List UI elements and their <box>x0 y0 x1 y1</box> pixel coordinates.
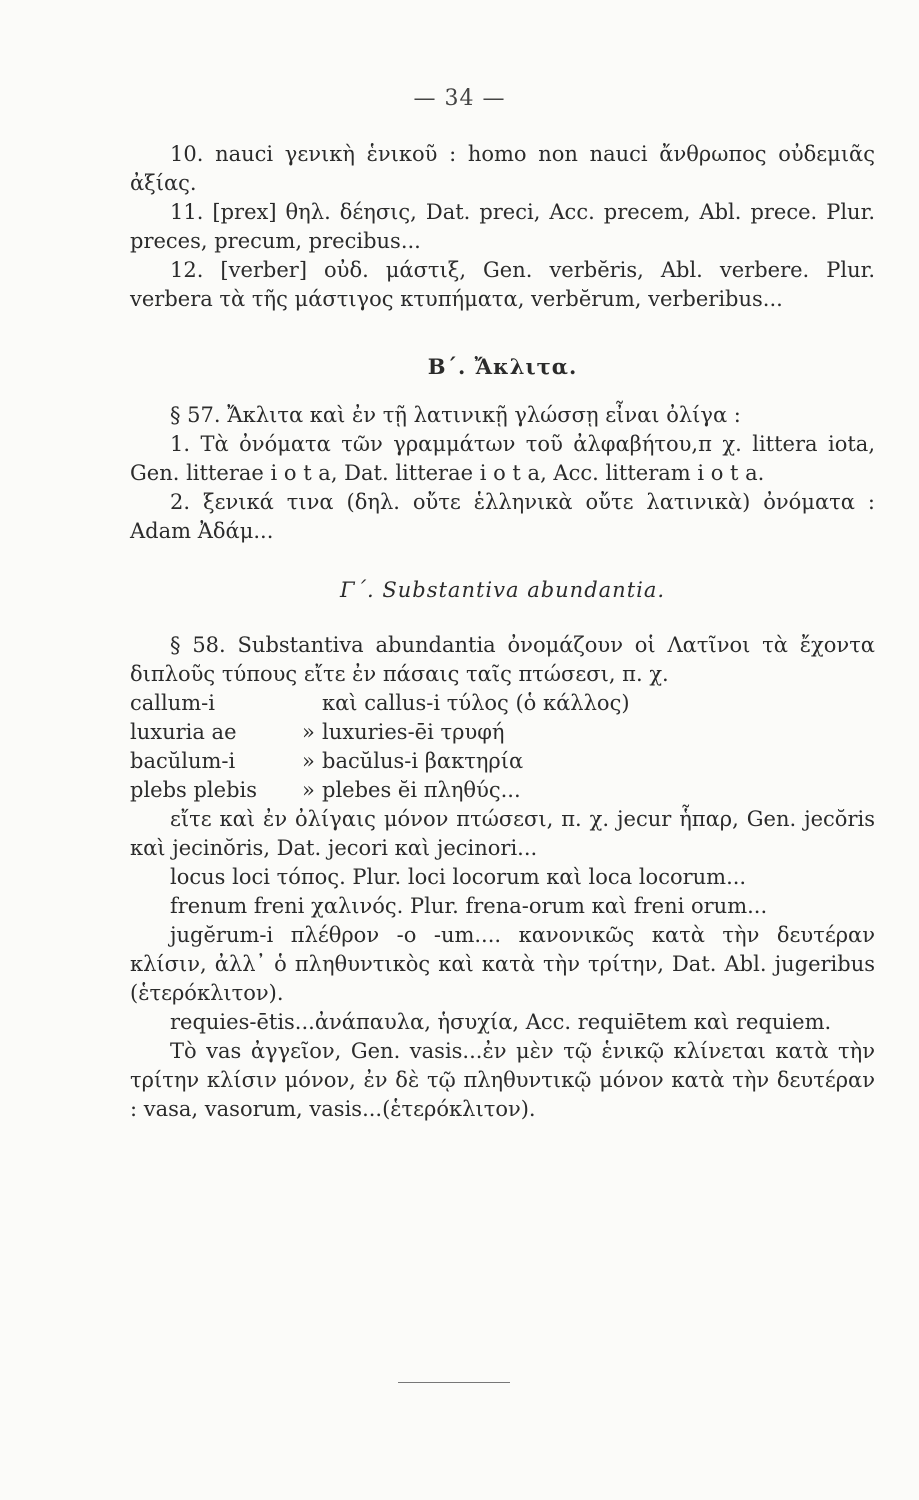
paragraph-jecur: εἴτε καὶ ἐν ὀλίγαις μόνον πτώσεσι, π. χ. jecur ἧπαρ, Gen. jecŏris καὶ jecinŏris, Dat. jecori καὶ jecinori... <box>130 807 875 860</box>
paragraph-frenum: frenum freni χαλινός. Plur. frena-orum καὶ freni orum... <box>170 894 768 918</box>
page-number: — 34 — <box>413 86 506 111</box>
section-57-item-2: 2. ξενικά τινα (δηλ. οὔτε ἑλληνικὰ οὔτε λατινικὰ) ὀνόματα : Adam Ἀδάμ... <box>130 490 875 543</box>
example-term: bacŭlum-i <box>130 749 236 773</box>
ditto-mark: » <box>302 720 315 744</box>
example-row <box>130 718 875 747</box>
section-heading-c: Γ΄. Substantiva abundantia. <box>339 578 666 602</box>
example-variant: plebes ĕi πληθύς... <box>322 778 521 802</box>
item-10: 10. nauci γενικὴ ἑνικοῦ : homo non nauci ἄνθρωπος οὐδεμιᾶς ἀξίας. <box>130 142 875 195</box>
item-11: 11. [prex] θηλ. δέησις, Dat. preci, Acc. precem, Abl. prece. Plur. preces, precum, precibus... <box>130 200 875 253</box>
ditto-mark: » <box>302 749 315 773</box>
ditto-mark <box>302 689 322 718</box>
example-row <box>130 689 875 718</box>
example-variant: καὶ callus-i τύλος (ὁ κάλλος) <box>322 691 630 715</box>
example-row <box>130 776 875 805</box>
paragraph-requies: requies-ētis...ἀνάπαυλα, ἡσυχία, Acc. requiētem καὶ requiem. <box>170 1010 832 1034</box>
paragraph-jugerum: jugĕrum-i πλέθρον -o -um.... κανονικῶς κατὰ τὴν δευτέραν κλίσιν, ἀλλ᾽ ὁ πληθυντικὸς καὶ κατὰ τὴν τρίτην, Dat. Abl. jugeribus (ἑτερόκλιτον). <box>130 923 875 1005</box>
example-row <box>130 747 875 776</box>
paragraph-locus: locus loci τόπος. Plur. loci locorum καὶ loca locorum... <box>170 865 747 889</box>
example-variant: bacŭlus-i βακτηρία <box>322 749 524 773</box>
section-heading-b: Β΄. Ἄκλιτα. <box>427 354 578 379</box>
example-list <box>130 689 875 805</box>
item-12: 12. [verber] οὐδ. μάστιξ, Gen. verbĕris, Abl. verbere. Plur. verbera τὰ τῆς μάστιγος κτυπήματα, verbĕrum, verberibus... <box>130 258 875 311</box>
example-term: plebs plebis <box>130 778 258 802</box>
example-term: callum-i <box>130 691 215 715</box>
paragraph-vas: Τὸ vas ἀγγεῖον, Gen. vasis...ἐν μὲν τῷ ἑνικῷ κλίνεται κατὰ τὴν τρίτην κλίσιν μόνον, ἐν δὲ τῷ πληθυντικῷ μόνον κατὰ τὴν δευτέραν : vasa, vasorum, vasis...(ἑτερόκλιτον). <box>130 1039 875 1121</box>
section-57-item-1: 1. Τὰ ὀνόματα τῶν γραμμάτων τοῦ ἀλφαβήτου,π χ. littera iota, Gen. litterae i o t a, Dat. litterae i o t a, Acc. litteram i o t a. <box>130 432 875 485</box>
example-variant: luxuries-ēi τρυφή <box>322 720 505 744</box>
section-58-intro: § 58. Substantiva abundantia ὀνομάζουν οἱ Λατῖνοι τὰ ἔχοντα διπλοῦς τύπους εἴτε ἐν πάσαις ταῖς πτώσεσι, π. χ. <box>130 633 875 686</box>
ditto-mark: » <box>302 778 315 802</box>
example-term: luxuria ae <box>130 720 237 744</box>
page-body <box>130 140 875 1124</box>
section-57-intro: § 57. Ἄκλιτα καὶ ἐν τῇ λατινικῇ γλώσσῃ εἶναι ὀλίγα : <box>170 403 741 427</box>
end-rule <box>398 1382 510 1383</box>
